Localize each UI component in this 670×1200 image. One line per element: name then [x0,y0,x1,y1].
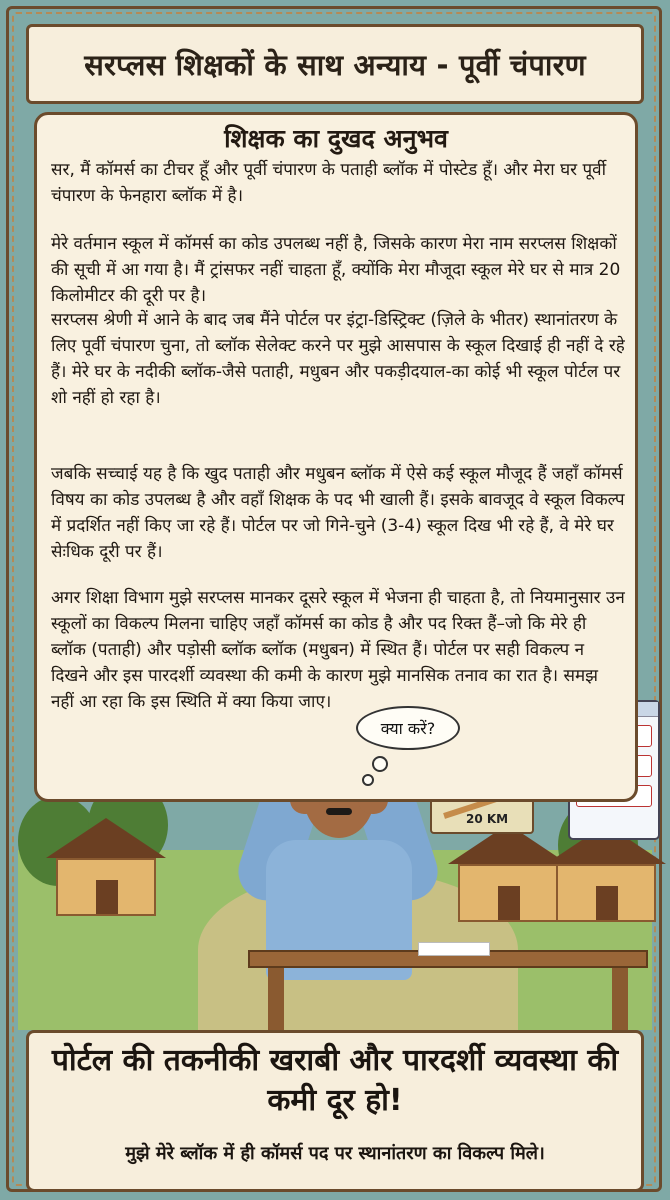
house-body [56,858,156,916]
map-distance-label: 20 KM [466,812,509,826]
poster-title: सरप्लस शिक्षकों के साथ अन्याय - पूर्वी चंपारण [84,47,586,82]
story-paragraph: मेरे वर्तमान स्कूल में कॉमर्स का कोड उपलब्ध नहीं है, जिसके कारण मेरा नाम सरप्लस शिक्षकों की सूची में आ गया है। मैं ट्रांसफर नहीं चाहता हूँ, क्योंकि मेरा मौजूदा स्कूल मेरे घर से मात्र 20 किलोमीटर की दूरी पर है। [51,234,621,306]
story-paragraph: जबकि सच्चाई यह है कि खुद पताही और मधुबन ब्लॉक में ऐसे कई स्कूल मौजूद हैं जहाँ कॉमर्स विषय का कोड उपलब्ध है और वहाँ शिक्षक के पद भी खाली हैं। इसके बावजूद वे स्कूल विकल्प में प्रदर्शित नहीं किए जा रहे हैं। पोर्टल पर जो गिने-चुने (3-4) स्कूल दिख भी रहे हैं, वे मेरे घर सेःधिक दूरी पर हैं। [51,464,625,562]
house-left [46,818,166,916]
callout-headline: पोर्टल की तकनीकी खराबी और पारदर्शी व्यवस्था की कमी दूर हो! [51,1043,619,1118]
story-heading: शिक्षक का दुखद अनुभव [224,124,448,153]
house-roof [46,818,166,858]
thought-bubble: क्या करें? [356,706,460,750]
house-body [458,864,558,922]
thought-bubble-dot [362,774,374,786]
house-door [498,886,520,920]
house-door [96,880,118,914]
thought-bubble-dot [372,756,388,772]
paper-sheet [418,942,490,956]
title-banner [26,24,644,104]
story-panel [34,112,638,802]
story-paragraph: अगर शिक्षा विभाग मुझे सरप्लस मानकर दूसरे स्कूल में भेजना ही चाहता है, तो नियमानुसार उन स्कूलों का विकल्प मिलना चाहिए जहाँ कॉमर्स का कोड है और पद रिक्त हैं–जो कि मेरे ही ब्लॉक (पताही) और पड़ोसी ब्लॉक ब्लॉक (मधुबन) में स्थित हैं। पोर्टल पर सही विकल्प न दिखने और इस पारदर्शी व्यवस्था की कमी के कारण मुझे मानसिक तनाव का रात है। समझ नहीं आ रहा कि इस स्थिति में क्या किया जाए। [51,588,625,712]
teacher-mustache [326,808,352,815]
story-paragraph: सरप्लस श्रेणी में आने के बाद जब मैंने पोर्टल पर इंट्रा-डिस्ट्रिक्ट (ज़िले के भीतर) स्थानांतरण के लिए पूर्वी चंपारण चुना, तो ब्लॉक सेलेक्ट करने पर मुझे आसपास के स्कूल दिखाई ही नहीं दे रहे हैं। मेरे घर के नदीकी ब्लॉक-जैसे पताही, मधुबन और पकड़ीदयाल-का कोई भी स्कूल पोर्टल पर शो नहीं हो रहा है। [51,310,625,408]
house-door [596,886,618,920]
house-body [556,864,656,922]
callout-box [26,1030,644,1192]
callout-subline: मुझे मेरे ब्लॉक में ही कॉमर्स पद पर स्थानांतरण का विकल्प मिले। [125,1143,545,1164]
story-paragraph: सर, मैं कॉमर्स का टीचर हूँ और पूर्वी चंपारण के पताही ब्लॉक में पोस्टेड हूँ। और मेरा घर पूर्वी चंपारण के फेनहारा ब्लॉक में है। [51,160,607,206]
